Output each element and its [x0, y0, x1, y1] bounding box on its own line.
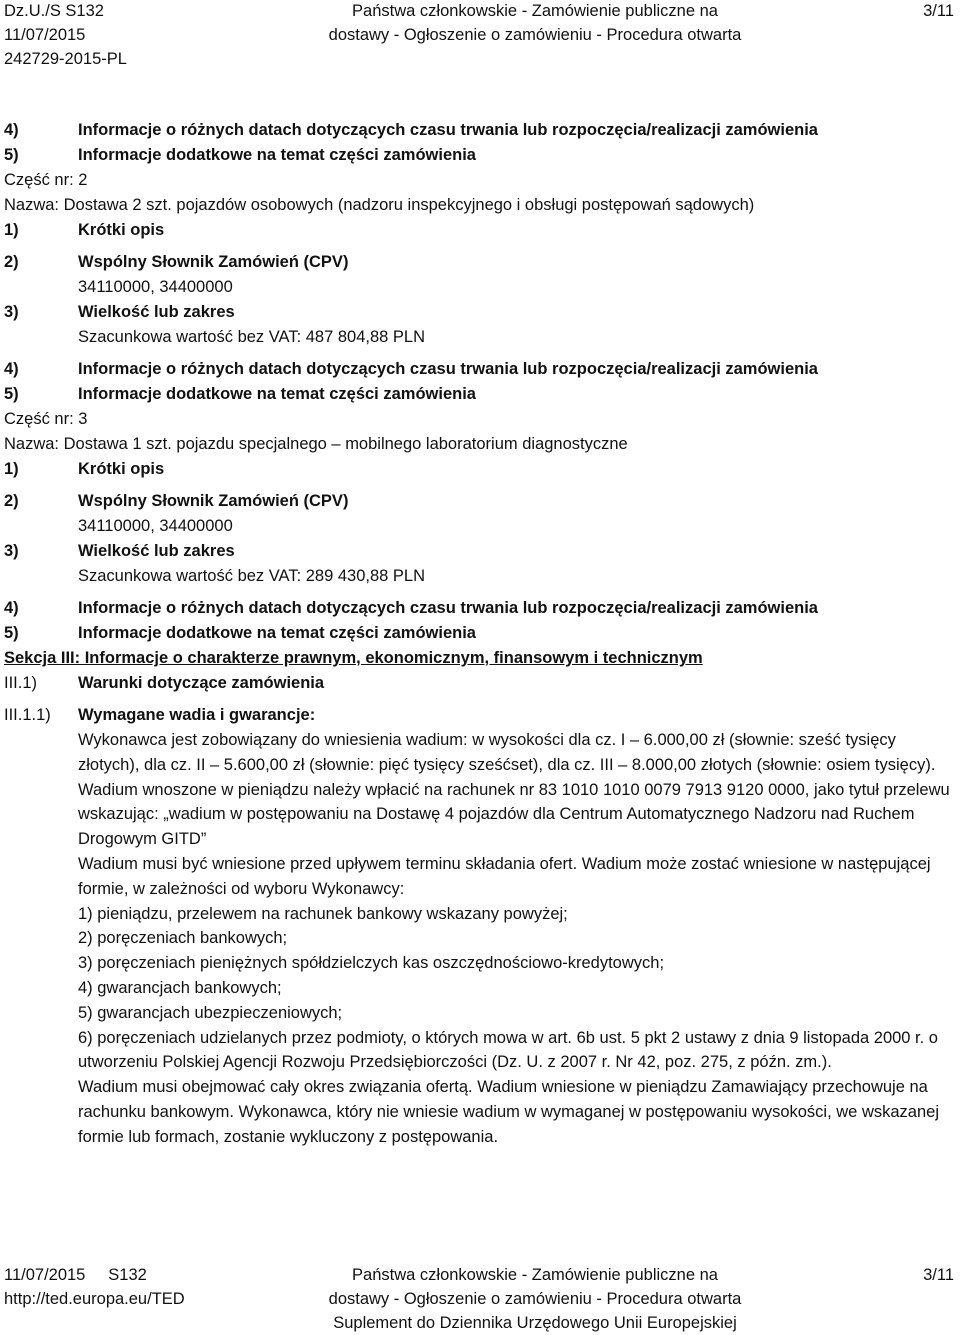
header-title-line1: Państwa członkowskie - Zamówienie publiczne na	[352, 2, 718, 20]
part3-item5: 5) Informacje dodatkowe na temat części zamówienia	[4, 624, 476, 642]
footer-title-line2: dostawy - Ogłoszenie o zamówieniu - Procedura otwarta	[328, 1290, 742, 1308]
deposit-form-option-5: 5) gwarancjach ubezpieczeniowych;	[78, 1003, 343, 1022]
deposit-form-option-4: 4) gwarancjach bankowych;	[78, 978, 282, 997]
footer-supplement: Suplement do Dziennika Urzędowego Unii Europejskiej	[333, 1314, 737, 1332]
footer-center	[0, 1263, 960, 1335]
part3-name: Nazwa: Dostawa 1 szt. pojazdu specjalnego – mobilnego laboratorium diagnostyczne	[4, 435, 628, 453]
header-date: 11/07/2015	[4, 26, 86, 44]
footer-date-journal: 11/07/2015 S132	[4, 1266, 147, 1284]
section3-1-1: III.1.1) Wymagane wadia i gwarancje:	[4, 706, 316, 724]
section3-1: III.1) Warunki dotyczące zamówienia	[4, 674, 325, 692]
deposit-period-paragraph: Wadium musi obejmować cały okres związania ofertą. Wadium wniesione w pieniądzu Zamawiający przechowuje na rachunku bankowym. Wykonawca, który nie wniesie wadium w wymaganej w postępowaniu wysokości, we wskazanej formie lub formach, zostanie wykluczony z postępowania.	[78, 1078, 939, 1146]
part3-estimated-value: Szacunkowa wartość bez VAT: 289 430,88 PLN	[78, 567, 425, 585]
deposit-form-option-1: 1) pieniądzu, przelewem na rachunek bankowy wskazany powyżej;	[78, 904, 568, 923]
deposit-form-paragraph: Wadium musi być wniesione przed upływem terminu składania ofert. Wadium może zostać wniesione w następującej formie, w zależności od wyboru Wykonawcy:	[78, 854, 931, 898]
part2-cpv-codes: 34110000, 34400000	[78, 278, 233, 296]
document-body	[4, 118, 956, 1150]
part3-item4: 4) Informacje o różnych datach dotyczących czasu trwania lub rozpoczęcia/realizacji zamówienia	[4, 599, 818, 617]
deposit-form-option-3: 3) poręczeniach pieniężnych spółdzielczych kas oszczędnościowo-kredytowych;	[78, 954, 665, 973]
header-center	[0, 0, 960, 47]
part3-item2: 2) Wspólny Słownik Zamówień (CPV)	[4, 492, 349, 510]
part2-item5: 5) Informacje dodatkowe na temat części zamówienia	[4, 385, 476, 403]
deposit-bank-paragraph: Wadium wnoszone w pieniądzu należy wpłacić na rachunek nr 83 1010 1010 0079 7913 9120 0000, jako tytuł przelewu wskazując: „wadium w postępowaniu na Dostawę 4 pojazdów dla Centrum Automatycznego Nadzoru nad Ruchem Drogowym GITD”	[78, 780, 950, 849]
part2-item3: 3) Wielkość lub zakres	[4, 303, 235, 321]
footer-page-number: 3/11	[923, 1266, 954, 1284]
page-number: 3/11	[923, 2, 954, 20]
part2-number: Część nr: 2	[4, 171, 88, 189]
part1-item5: 5) Informacje dodatkowe na temat części zamówienia	[4, 146, 476, 164]
notice-number: 242729-2015-PL	[4, 50, 127, 68]
header-right	[923, 0, 954, 23]
part3-cpv-codes: 34110000, 34400000	[78, 517, 233, 535]
deposit-form-option-2: 2) poręczeniach bankowych;	[78, 929, 288, 948]
deposit-form-option-6: 6) poręczeniach udzielanych przez podmioty, o których mowa w art. 6b ust. 5 pkt 2 ustawy z dnia 9 listopada 2000 r. o utworzeniu Polskiej Agencji Rozwoju Przedsiębiorczości (Dz. U. z 2007 r. Nr 42, poz. 275, z późn. zm.).	[78, 1028, 938, 1072]
part1-item4: 4) Informacje o różnych datach dotyczących czasu trwania lub rozpoczęcia/realizacji zamówienia	[4, 121, 818, 139]
footer-title-line1: Państwa członkowskie - Zamówienie publiczne na	[352, 1266, 718, 1284]
section3-title: Sekcja III: Informacje o charakterze prawnym, ekonomicznym, finansowym i technicznym	[4, 649, 703, 667]
part2-name: Nazwa: Dostawa 2 szt. pojazdów osobowych (nadzoru inspekcyjnego i obsługi postępowań sądowych)	[4, 196, 755, 214]
part2-item4: 4) Informacje o różnych datach dotyczących czasu trwania lub rozpoczęcia/realizacji zamówienia	[4, 360, 818, 378]
part2-estimated-value: Szacunkowa wartość bez VAT: 487 804,88 PLN	[78, 328, 425, 346]
part3-number: Część nr: 3	[4, 410, 88, 428]
journal-ref: Dz.U./S S132	[4, 2, 104, 20]
deposit-amounts-paragraph: Wykonawca jest zobowiązany do wniesienia wadium: w wysokości dla cz. I – 6.000,00 zł (słownie: sześć tysięcy złotych), dla cz. II – 5.600,00 zł (słownie: pięć tysięcy sześćset), dla cz. III – 8.000,00 złotych (słownie: osiem tysięcy).	[78, 731, 936, 774]
header-title-line2: dostawy - Ogłoszenie o zamówieniu - Procedura otwarta	[328, 26, 742, 44]
part2-item1: 1) Krótki opis	[4, 221, 165, 239]
footer-right	[923, 1263, 954, 1287]
part2-item2: 2) Wspólny Słownik Zamówień (CPV)	[4, 253, 349, 271]
footer-url: http://ted.europa.eu/TED	[4, 1290, 185, 1308]
deposit-requirements	[4, 728, 956, 1150]
part3-item1: 1) Krótki opis	[4, 460, 165, 478]
part3-item3: 3) Wielkość lub zakres	[4, 542, 235, 560]
